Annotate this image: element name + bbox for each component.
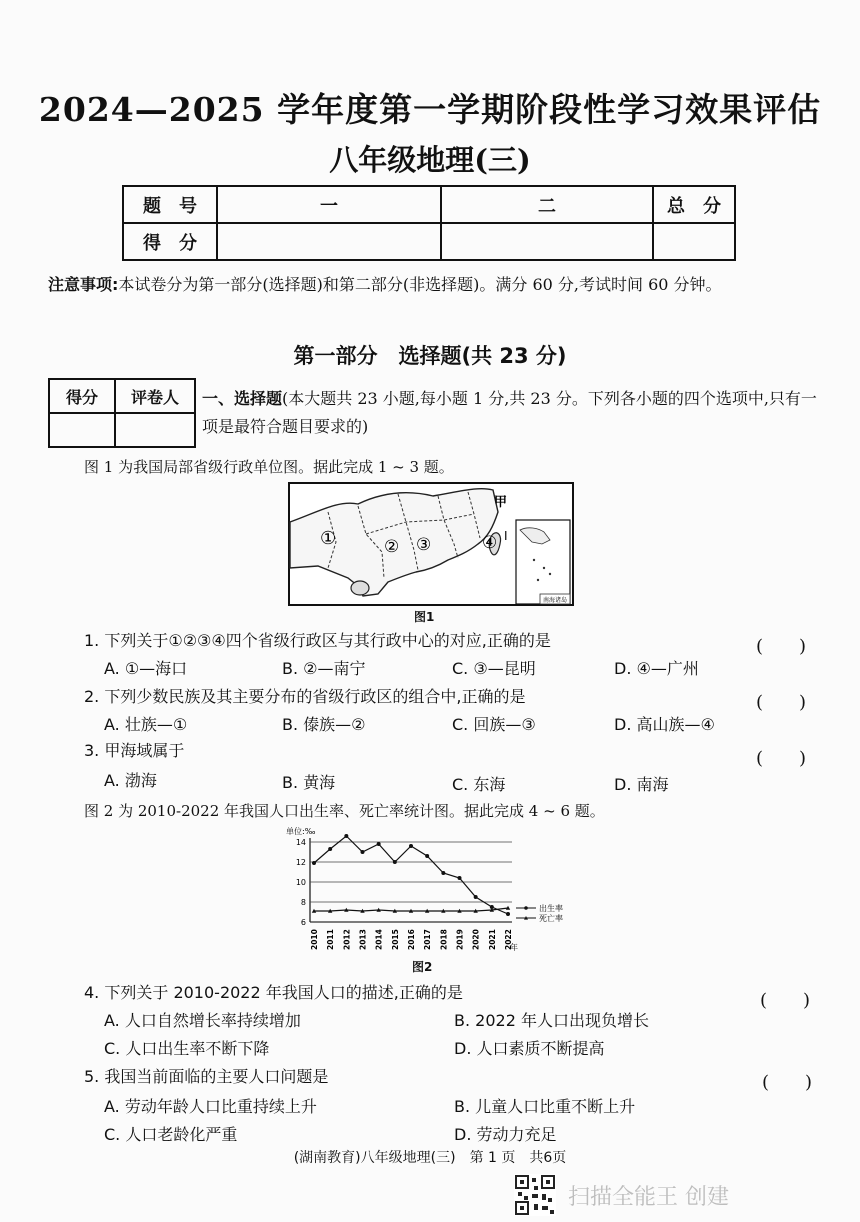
x-tick-label: 2020 (471, 929, 481, 950)
section-heading (202, 385, 822, 441)
notice-label: 注意事项: (48, 275, 119, 294)
section-label: 一、选择题 (202, 389, 283, 408)
option-5c[interactable]: C. 人口老龄化严重 (104, 1125, 238, 1144)
chart-ylabel: 单位:‰ (286, 827, 316, 836)
birth-rate-point (506, 912, 510, 916)
score-table-header-row (123, 186, 735, 223)
question-text: 下列关于①②③④四个省级行政区与其行政中心的对应,正确的是 (104, 631, 551, 650)
x-tick-label: 2010 (310, 929, 319, 950)
option-5b[interactable]: B. 儿童人口比重不断上升 (454, 1097, 636, 1116)
grader-score-cell (49, 413, 115, 447)
exam-subtitle: 八年级地理(三) (329, 143, 531, 177)
grader-score-label: 得分 (49, 379, 115, 413)
x-tick-label: 2018 (439, 929, 449, 950)
y-tick-label: 6 (300, 918, 306, 927)
question-number: 3. (84, 741, 100, 760)
x-tick-label: 2011 (326, 929, 336, 950)
grader-table (48, 378, 196, 448)
inset-label: 南海诸岛 (542, 597, 568, 604)
score-input-cell (653, 223, 735, 260)
page-footer: (湖南教育)八年级地理(三) 第 1 页 共6页 (293, 1150, 567, 1166)
qr-code-icon (514, 1174, 556, 1216)
fig2-caption: 图2 (412, 960, 433, 974)
fig1-caption: 图1 (414, 610, 435, 624)
birth-rate-point (361, 850, 365, 854)
birth-rate-point (377, 842, 381, 846)
question-3 (84, 738, 184, 761)
option-1b[interactable]: B. ②—南宁 (282, 659, 366, 678)
grader-name-cell (115, 413, 195, 447)
birth-rate-point (441, 871, 445, 875)
answer-blank-3[interactable]: ( ) (756, 748, 807, 769)
question-4 (84, 980, 463, 1003)
option-5d[interactable]: D. 劳动力充足 (454, 1125, 557, 1144)
score-table-cell: 二 (441, 186, 653, 223)
birth-rate-point (344, 834, 348, 838)
option-1d[interactable]: D. ④—广州 (614, 659, 699, 678)
part-title: 第一部分 选择题(共 23 分) (293, 344, 567, 368)
x-tick-label: 2012 (342, 929, 352, 950)
option-3b[interactable]: B. 黄海 (282, 773, 336, 792)
grader-name-label: 评卷人 (115, 379, 195, 413)
map-label-1: ① (320, 528, 337, 549)
score-table-cell: 题 号 (123, 186, 217, 223)
option-4a[interactable]: A. 人口自然增长率持续增加 (104, 1011, 301, 1030)
score-table-cell: 总 分 (653, 186, 735, 223)
x-tick-label: 2022 (504, 929, 513, 950)
x-tick-label: 2017 (423, 929, 433, 950)
y-tick-label: 10 (295, 878, 306, 887)
y-tick-label: 14 (295, 838, 306, 847)
answer-blank-1[interactable]: ( ) (756, 636, 807, 657)
score-input-cell (217, 223, 441, 260)
question-text: 我国当前面临的主要人口问题是 (104, 1067, 329, 1086)
answer-blank-2[interactable]: ( ) (756, 692, 807, 713)
option-2d[interactable]: D. 高山族—④ (614, 715, 715, 734)
map-label-2: ② (384, 537, 400, 557)
x-tick-label: 2016 (407, 929, 416, 950)
exam-title: 2024—2025 学年度第一学期阶段性学习效果评估 (38, 90, 822, 129)
x-tick-label: 2019 (455, 929, 465, 950)
fig1-map (288, 482, 574, 608)
option-2b[interactable]: B. 傣族—② (282, 715, 366, 734)
y-tick-label: 12 (295, 858, 306, 867)
question-number: 2. (84, 687, 100, 706)
fig2-intro: 图 2 为 2010-2022 年我国人口出生率、死亡率统计图。据此完成 4 ~ 6 题。 (84, 802, 605, 820)
y-tick-label: 8 (300, 898, 306, 907)
option-1a[interactable]: A. ①—海口 (104, 659, 188, 678)
question-1 (84, 628, 551, 651)
chart-xlabel: 年 (510, 943, 518, 952)
question-number: 1. (84, 631, 100, 650)
map-label-4: ④ (482, 533, 498, 553)
question-number: 4. (84, 983, 100, 1002)
birth-rate-point (458, 876, 462, 880)
legend-label: 出生率 (539, 904, 563, 913)
option-5a[interactable]: A. 劳动年龄人口比重持续上升 (104, 1097, 317, 1116)
option-3d[interactable]: D. 南海 (614, 775, 669, 794)
question-text: 下列关于 2010-2022 年我国人口的描述,正确的是 (104, 983, 463, 1002)
score-table-score-row (123, 223, 735, 260)
section-text: (本大题共 23 小题,每小题 1 分,共 23 分。下列各小题的四个选项中,只有一项是最符合题目要求的) (202, 389, 817, 436)
x-tick-label: 2014 (374, 929, 384, 950)
birth-rate-point (474, 895, 478, 899)
question-text: 甲海域属于 (104, 741, 185, 760)
question-number: 5. (84, 1067, 100, 1086)
option-4d[interactable]: D. 人口素质不断提高 (454, 1039, 605, 1058)
birth-rate-point (312, 861, 316, 865)
score-table-cell: 一 (217, 186, 441, 223)
option-2c[interactable]: C. 回族—③ (452, 715, 536, 734)
option-2a[interactable]: A. 壮族—① (104, 715, 188, 734)
fig2-chart (284, 824, 574, 956)
score-table-cell: 得 分 (123, 223, 217, 260)
answer-blank-5[interactable]: ( ) (762, 1072, 813, 1093)
option-4b[interactable]: B. 2022 年人口出现负增长 (454, 1011, 649, 1030)
question-text: 下列少数民族及其主要分布的省级行政区的组合中,正确的是 (104, 687, 526, 706)
birth-rate-point (393, 860, 397, 864)
legend-label: 死亡率 (539, 914, 563, 923)
option-4c[interactable]: C. 人口出生率不断下降 (104, 1039, 270, 1058)
legend-marker (524, 906, 528, 910)
fig1-intro: 图 1 为我国局部省级行政单位图。据此完成 1 ~ 3 题。 (84, 458, 454, 476)
option-3a[interactable]: A. 渤海 (104, 771, 157, 790)
question-5 (84, 1064, 328, 1087)
birth-rate-point (409, 844, 413, 848)
x-tick-label: 2013 (358, 929, 368, 950)
map-label-jia: 甲 (494, 495, 508, 510)
scanner-watermark: 扫描全能王 创建 (568, 1185, 729, 1210)
score-table (122, 185, 736, 261)
x-tick-label: 2021 (487, 929, 497, 950)
map-label-3: ③ (416, 535, 432, 555)
score-input-cell (441, 223, 653, 260)
svg-text:I: I (504, 529, 508, 543)
answer-blank-4[interactable]: ( ) (760, 990, 811, 1011)
x-tick-label: 2015 (390, 929, 400, 950)
notice-text: 本试卷分为第一部分(选择题)和第二部分(非选择题)。满分 60 分,考试时间 60 分钟。 (118, 275, 722, 294)
notice (48, 270, 828, 300)
birth-rate-point (425, 854, 429, 858)
option-1c[interactable]: C. ③—昆明 (452, 659, 536, 678)
birth-rate-point (328, 847, 332, 851)
option-3c[interactable]: C. 东海 (452, 775, 506, 794)
question-2 (84, 684, 525, 707)
